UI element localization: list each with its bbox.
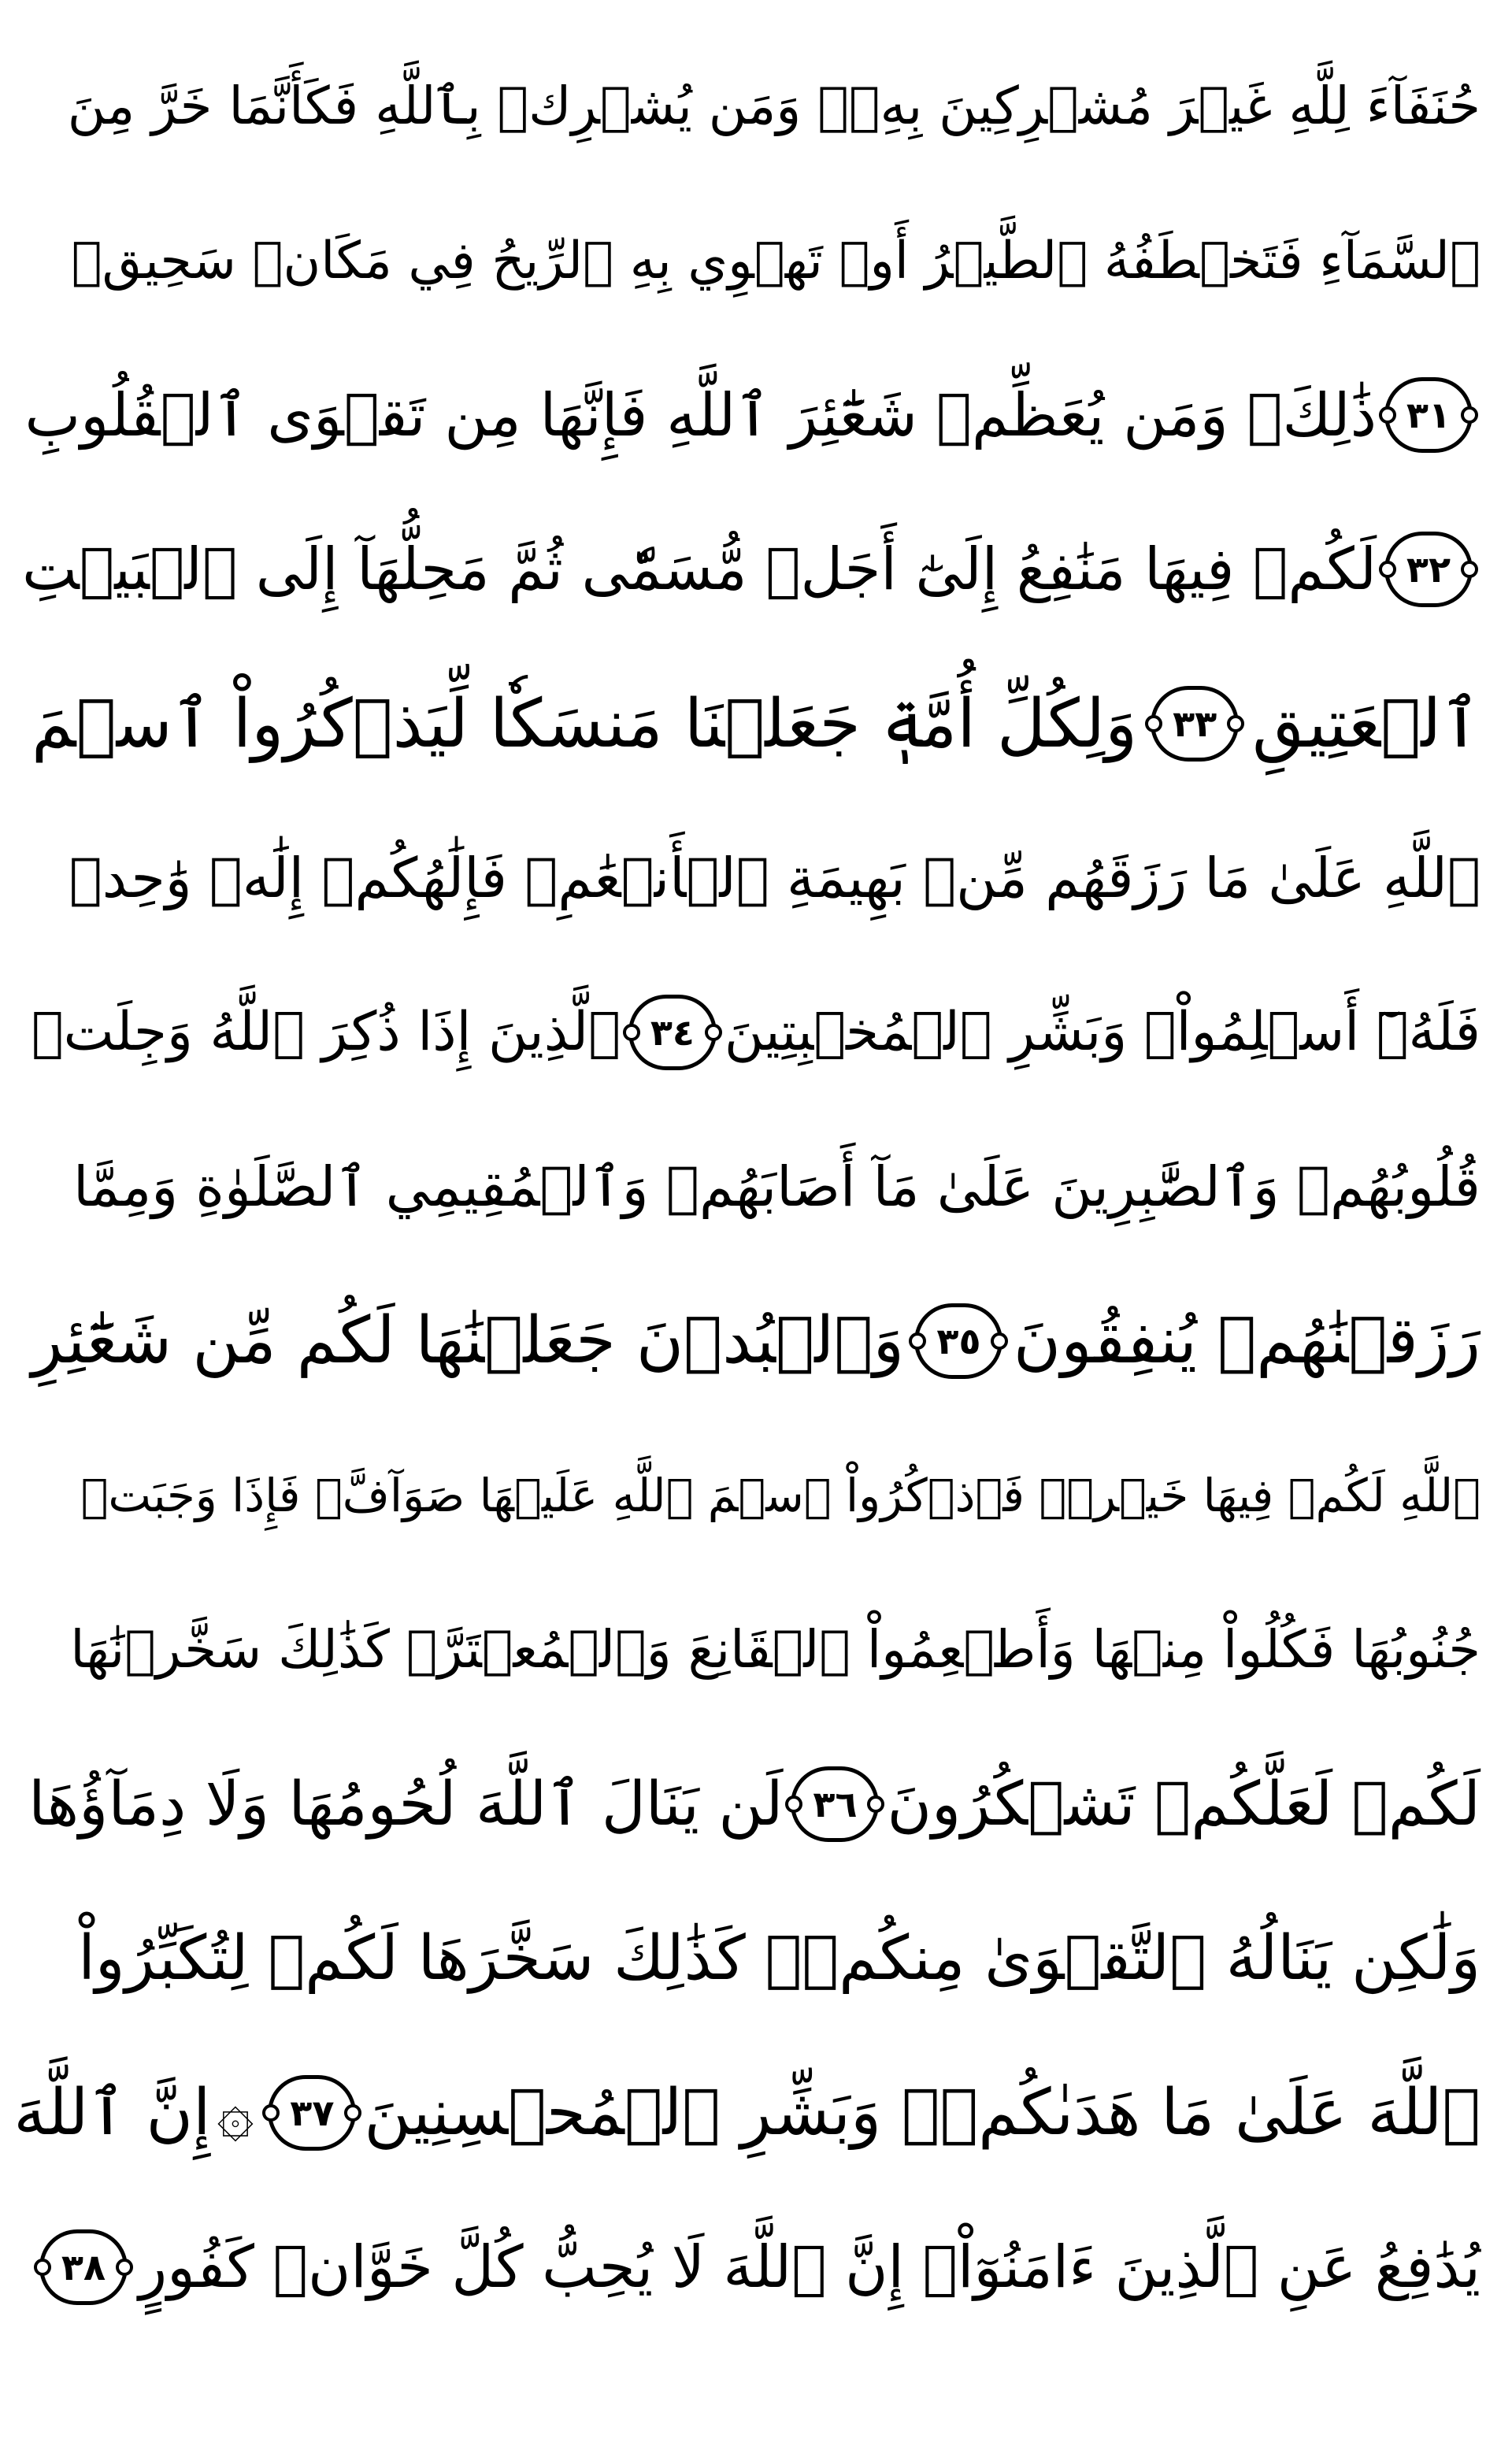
verse-text: يُدَٰفِعُ عَنِ ٱلَّذِينَ ءَامَنُوٓاْۗ إِنَّ ٱللَّهَ لَا يُحِبُّ كُلَّ خَوَّانٖ كَفُورٍ (139, 2233, 1480, 2301)
text-line-10 (32, 1421, 1480, 1570)
verse-text: فَلَهُۥٓ أَسۡلِمُواْۗ وَبَشِّرِ ٱلۡمُخۡبِتِينَ (724, 1001, 1480, 1063)
ayah-number-marker: ٣٤ (628, 995, 717, 1070)
ayah-number-marker: ٣٢ (1384, 532, 1473, 607)
verse-text: ٱللَّهِ لَكُمۡ فِيهَا خَيۡرٞۖ فَٱذۡكُرُواْ ٱسۡمَ ٱللَّهِ عَلَيۡهَا صَوَآفَّۖ فَإِذَا وَجَبَتۡ (80, 1469, 1480, 1522)
verse-text: ذَٰلِكَۖ وَمَن يُعَظِّمۡ شَعَٰٓئِرَ ٱللَّهِ فَإِنَّهَا مِن تَقۡوَى ٱلۡقُلُوبِ (24, 380, 1377, 450)
verse-text: حُنَفَآءَ لِلَّهِ غَيۡرَ مُشۡرِكِينَ بِهِۦۚ وَمَن يُشۡرِكۡ بِٱللَّهِ فَكَأَنَّمَا خَرَّ مِنَ (67, 76, 1480, 136)
ayah-number-marker: ٣٦ (791, 1766, 879, 1842)
verse-text: ٱلسَّمَآءِ فَتَخۡطَفُهُ ٱلطَّيۡرُ أَوۡ تَهۡوِي بِهِ ٱلرِّيحُ فِي مَكَانٖ سَحِيقٖ (71, 231, 1480, 291)
verse-text: ٱللَّهَ عَلَىٰ مَا هَدَىٰكُمۡۗ وَبَشِّرِ ٱلۡمُحۡسِنِينَ (364, 2075, 1480, 2150)
text-line-3 (24, 340, 1480, 490)
text-line-4 (22, 495, 1480, 644)
mushaf-page (13, 32, 1480, 2418)
text-line-12 (28, 1729, 1480, 1879)
verse-text: وَلِكُلِّ أُمَّةٖ جَعَلۡنَا مَنسَكٗا لِّيَذۡكُرُواْ ٱسۡمَ (32, 684, 1138, 763)
text-line-1 (32, 32, 1480, 181)
text-line-6 (32, 803, 1480, 953)
text-line-7 (32, 958, 1480, 1107)
verse-text: ٱلَّذِينَ إِذَا ذُكِرَ ٱللَّهُ وَجِلَتۡ (31, 1001, 621, 1063)
ayah-number-marker: ٣٥ (914, 1303, 1002, 1379)
verse-text: لَكُمۡ فِيهَا مَنَٰفِعُ إِلَىٰٓ أَجَلٖ مُّسَمّٗى ثُمَّ مَحِلُّهَآ إِلَى ٱلۡبَيۡتِ (22, 536, 1377, 603)
verse-text: إِنَّ ٱللَّهَ (13, 2075, 211, 2150)
text-line-13 (32, 1884, 1480, 2033)
verse-text: ٱللَّهِ عَلَىٰ مَا رَزَقَهُم مِّنۢ بَهِيمَةِ ٱلۡأَنۡعَٰمِۗ فَإِلَٰهُكُمۡ إِلَٰهٞ وَٰحِدٞ (69, 846, 1480, 910)
text-line-14 (13, 2038, 1480, 2188)
verse-text: جُنُوبُهَا فَكُلُواْ مِنۡهَا وَأَطۡعِمُواْ ٱلۡقَانِعَ وَٱلۡمُعۡتَرَّۚ كَذَٰلِكَ سَخَّرۡنَٰهَا (70, 1619, 1480, 1680)
text-line-2 (32, 186, 1480, 335)
verse-text: وَلَٰكِن يَنَالُهُ ٱلتَّقۡوَىٰ مِنكُمۡۚ كَذَٰلِكَ سَخَّرَهَا لَكُمۡ لِتُكَبِّرُواْ (78, 1923, 1480, 1994)
ayah-number-marker: ٣١ (1384, 377, 1473, 453)
verse-text: رَزَقۡنَٰهُمۡ يُنفِقُونَ (1013, 1303, 1480, 1378)
verse-text: ٱلۡعَتِيقِ (1252, 684, 1480, 763)
text-line-15 (32, 2192, 1480, 2342)
text-line-8 (32, 1112, 1480, 1262)
ayah-number-marker: ٣٨ (39, 2229, 128, 2305)
text-line-9 (32, 1266, 1480, 1416)
rub-el-hizb-icon: ۞ (217, 2076, 254, 2149)
verse-text: لَن يَنَالَ ٱللَّهَ لُحُومُهَا وَلَا دِمَآؤُهَا (28, 1769, 784, 1840)
ayah-number-marker: ٣٧ (268, 2075, 356, 2151)
verse-text: قُلُوبُهُمۡ وَٱلصَّٰبِرِينَ عَلَىٰ مَآ أَصَابَهُمۡ وَٱلۡمُقِيمِي ٱلصَّلَوٰةِ وَمِمَّا (72, 1154, 1480, 1219)
verse-text: وَٱلۡبُدۡنَ جَعَلۡنَٰهَا لَكُم مِّن شَعَٰٓئِرِ (32, 1303, 905, 1378)
ayah-number-marker: ٣٣ (1151, 686, 1239, 762)
text-line-5 (32, 649, 1480, 799)
text-line-11 (32, 1575, 1480, 1725)
verse-text: لَكُمۡ لَعَلَّكُمۡ تَشۡكُرُونَ (887, 1769, 1480, 1840)
